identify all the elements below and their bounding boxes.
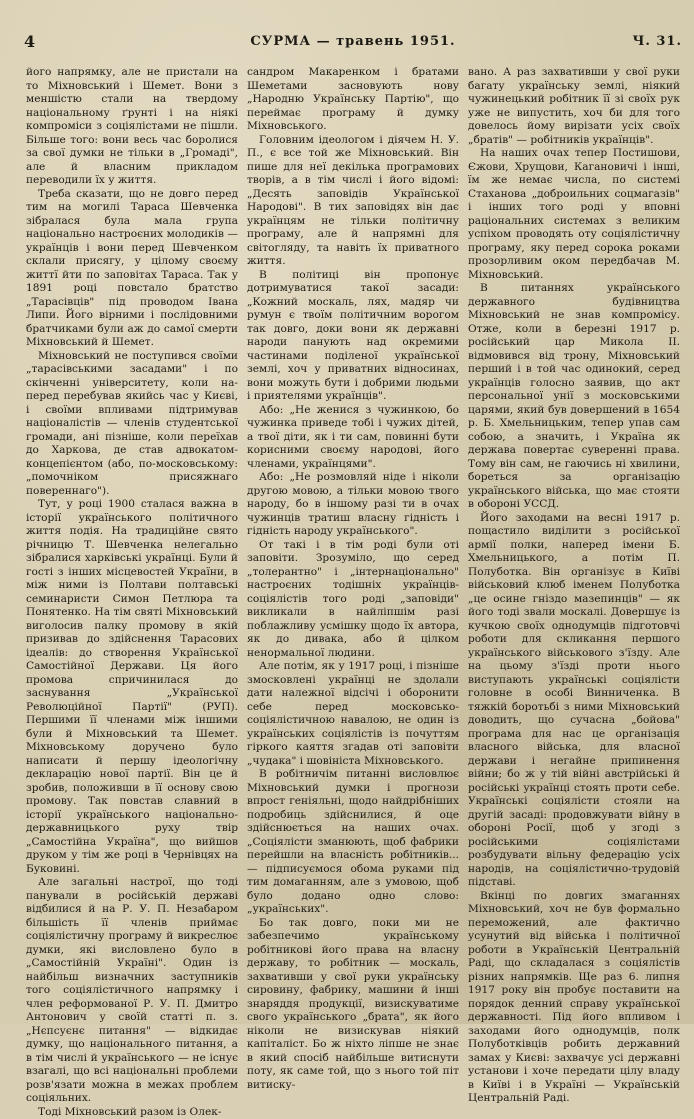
paragraph: вано. А раз захвативши у свої руки багату українську землі, ніякий чужинецький робітник її зі своїх рук уже не випустить, хоч би для того довелось йому вирізати усіх своїх „братів" — робітників українців". [468,66,680,147]
paragraph: Тоді Міхновський разом із Олек- [26,1106,238,1119]
paragraph: Бо так довго, поки ми не забезпечимо українському робітникові його права на власну державу, то робітник — москаль, захвативши у свої руки українську сировину, фабрику, машини й інші знаряддя продукції, визискуватиме свого українського „брата", як його ніколи не визискував ніякий капіталіст. Бо ж ніхто ліпше не знає в який спосіб найбільше витиснути поту, як саме той, що з нього той піт витиску- [247,917,459,1093]
paragraph: Або: „Не розмовляй ніде і ніколи другою мовою, а тільки мовою твого народу, бо в іншому разі ти в очах чужинців тратиш власну гідність і гідність народу українського". [247,471,459,539]
column-3 [468,66,680,1024]
article-columns [26,66,680,1024]
issue-number: Ч. 31. [632,34,682,49]
column-1 [26,66,238,1024]
paragraph: Але потім, як у 1917 році, і пізніше змосковлені українці не здолали дати належної відсічі і оборонити себе перед московсько-соціялістичною навалою, не один із українських соціялістів із почуттям гіркого каяття згадав оті заповіти „чудака" і шовініста Міхновського. [247,660,459,768]
paragraph: В питаннях українського державного будівництва Міхновський не знав компромісу. Отже, коли в березні 1917 р. російський цар Микола II. відмовився від трону, Міхновський перший і в той час одинокий, серед українців голосно заявив, що акт персональної унії з московськими царями, який був довершений в 1654 р. Б. Хмельницьким, тепер упав сам собою, а значить, і Україна як держава повертає суверенні права. Тому він сам, не гаючись ні хвилини, бореться за організацію українського війська, що має стояти в обороні УССД. [468,282,680,512]
paragraph: В робітничім питанні висловлює Міхновський думки і прогнози впрост геніяльні, щодо найдрібніших подробиць здійснилися, й оце здійснюється на наших очах. „Соціялісти зманюють, щоб фабрики перейшли на власність робітників... — підписуємося обома руками під тим домаганням, але з умовою, щоб було додано одно слово: „українських". [247,768,459,917]
paragraph: Але загальні настрої, що тоді панували в російській державі відбилися й на Р. У. П. Незабаром більшість її членів приймає соціялістичну програму й викреслює думки, які висловлено було в „Самостійній Україні". Один із найбільш визначних заступників того соціялістичного напрямку і член реформованої Р. У. П. Дмитро Антонович у своїй статті п. з. „Нєпсуєнє питання" — відкидає думку, що національного питання, а в тім числі й українського — не існує взагалі, що всі національні проблеми розв'язати можна в межах проблем соціяльних. [26,876,238,1106]
paragraph: Треба сказати, що не довго перед тим на могилі Тараса Шевченка зібралася була мала група національно настроєних молодиків — українців і вони перед Шевченком склали присягу, у цілому своєму життї йти по заповітах Тараса. Так у 1891 році повстало братство „Тарасівців" під проводом Івана Липи. Його вірними і послідовними братчиками були аж до самої смерти Міхновський й Шемет. [26,188,238,350]
paragraph: На наших очах тепер Постишови, Єжови, Хрущови, Кагановичі і інші, їм же немає числа, по системі Стаханова „доброильних соцмагазів" і інших того роді у вповні раціональних системах з великим успіхом проводять оту соціялістичну програму, яку перед сорока роками прозорливим оком передбачав М. Міхновський. [468,147,680,282]
paragraph: От такі і в тім роді були оті заповіти. Зрозуміло, що серед „толерантно" і „інтернаціонально" настроєних тодішніх українців-соціялістів того роді „заповіди" викликали в найліпшім разі поблажливу усмішку щодо їх автора, як до дивака, або й цілком ненормальної людини. [247,539,459,661]
paragraph: Вкінці по довгих змаганнях Міхновський, хоч не був формально переможений, але фактично усунутий від війська і політичної роботи в Українській Центральній Раді, що складалася з соціялістів різних напрямків. Ще раз 6. липня 1917 року він пробує поставити на порядок денний справу української державності. Під його впливом і заходами його однодумців, полк Полуботківців робить державний замах у Києві: захвачує усі державні установи і хоче передати цілу владу в Київі і в Україні — Українській Центральній Раді. [468,890,680,1106]
paragraph: В політиці він пропонує дотримуватися такої засади: „Кожний москаль, лях, мадяр чи румун є твоїм політичним ворогом так довго, доки вони як державні народи панують над окремими частинами поділеної української землі, хоч у приватних відносинах, вони можуть бути і добрими людьми і приятелями українців". [247,269,459,404]
column-2 [247,66,459,1024]
paragraph: Міхновський не поступився своїми „тарасівськими засадами" і по скінченні університету, коли на-перед перебував якийсь час у Києві, і своїми впливами підтримував націоналістів — членів студентської громади, ані пізніше, коли переїхав до Харкова, де став адвокатом-концепієнтом (або, по-московському: „помочніком присяжнаго повереннаго"). [26,350,238,499]
page-header [24,32,682,54]
paragraph: сандром Макаренком і братами Шеметами засновують нову „Народню Українську Партію", що переймає програму й думку Міхновського. [247,66,459,134]
paragraph: Його заходами на весні 1917 р. пощастило виділити з російської армії полки, наперед імени Б. Хмельницького, а потім П. Полуботка. Він організує в Київі військовий клюб іменем Полуботка „це осине гніздо мазепинців" — як його тоді звали москалі. Довершує із кучкою своїх однодумців підготовчі роботи для скликання першого українського військового з'їзду. Але на цьому з'їзді проти нього виступають українські соціялісти головне в особі Винниченка. В тяжкій боротьбі з ними Міхновський доводить, що сучасна „бойова" програма для нас це організація власного війська, для власної держави і негайне припинення війни; бо ж у тій війні австрійські й російські українці стоять проти себе. Українські соціялісти стояли на другій засаді: продовжувати війну в обороні Росії, щоб у згоді з російськими соціялістами розбудувати вільну федерацію усіх народів, на соціялістично-трудовій підставі. [468,512,680,890]
running-title: СУРМА — травень 1951. [24,34,682,49]
paragraph: його напрямку, але не пристали на то Міхновський і Шемет. Вони з меншістю стали на твердому національному ґрунті і на ніякі компроміси з соціялістами не пішли. Більше того: вони весь час боролися за свої думки не тільки в „Громаді", але й власним прикладом переводили їх у життя. [26,66,238,188]
paragraph: Або: „Не женися з чужинкою, бо чужинка приведе тобі і чужих дітей, а твої діти, як і ти сам, повинні бути корисними своєму народові, його членами, українцями". [247,404,459,472]
paragraph: Головним ідеологом і діячем Н. У. П., є все той же Міхновський. Він пише для неї декілька програмових творів, а в тім числі і його відомі: „Десять заповідів Української Народові". В тих заповідях він дає українцям не тільки політичну програму, але й напрямні для світогляду, та навіть їх приватного життя. [247,134,459,269]
paragraph: Тут, у році 1900 сталася важна в історії українського політичного життя подія. На традиційне свято річницю Т. Шевченка нелегально зібралися харківські українці. Були й гості з інших місцевостей України, в між ними із Полтави полтавські семинаристи Симон Петлюра та Понятенко. На тім святі Міхновський виголосив палку промову в якій призивав до здійснення Тарасових ідеалів: до створення Української Самостійної Держави. Ця його промова спричинилася до заснування „Української Революційної Партії" (РУП). Першими її членами між іншими були й Міхновський та Шемет. Міхновському доручено було написати й першу ідеологічну декларацію нової партії. Він це й зробив, положивши в її основу свою промову. Так повстав славний в історії українського національно-державницького руху твір „Самостійна Україна", що вийшов друком у тім же році в Чернівцях на Буковині. [26,498,238,876]
page-number: 4 [24,32,36,51]
